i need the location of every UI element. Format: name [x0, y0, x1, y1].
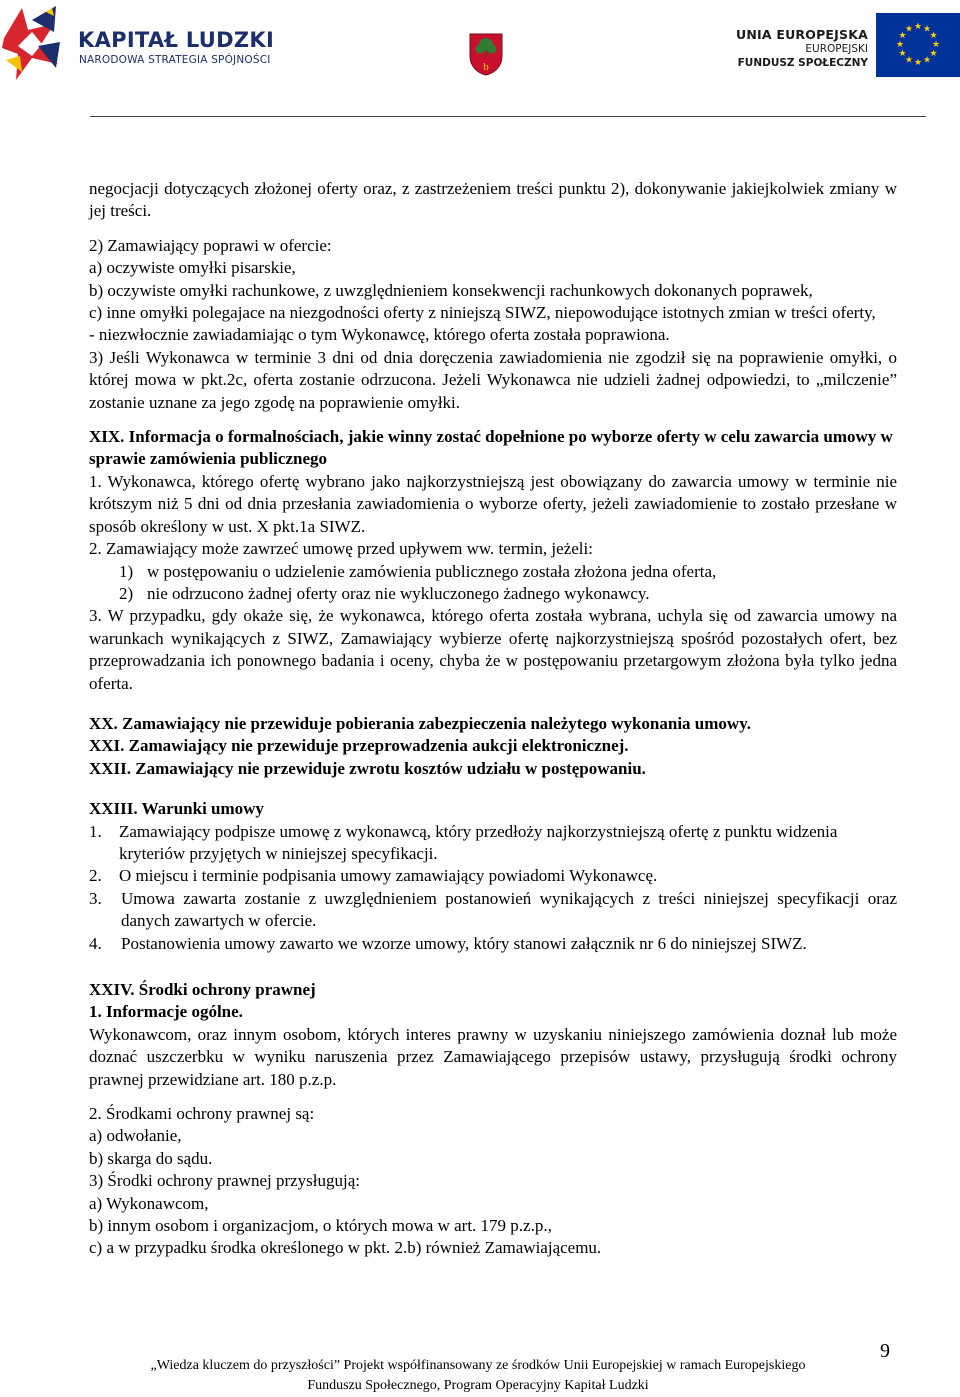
subsection-heading: 1. Informacje ogólne. [89, 1002, 243, 1022]
list-item-number: 1. [89, 821, 102, 841]
list-item: c) a w przypadku środka określonego w pkt. 2.b) również Zamawiającemu. [89, 1238, 602, 1258]
list-item [89, 865, 897, 887]
eu-logo-text [736, 28, 868, 70]
paragraph: 3. W przypadku, gdy okaże się, że wykonawca, którego oferta została wybrana, uchyla się od zawarcia umowy na warunkach wynikających z SIWZ, Zamawiający wybierze ofertę najkorzystniejszą spośród pozostałych ofert, bez przeprowadzania ich ponownego badania i oceny, chyba że w postępowaniu przetargowym złożona była tylko jedna oferta. [89, 606, 897, 693]
list-item [89, 888, 897, 933]
list-item-number: 4. [89, 933, 102, 953]
list-item: b) oczywiste omyłki rachunkowe, z uwzględnieniem konsekwencji rachunkowych dokonanych poprawek, [89, 280, 813, 300]
list-item: b) skarga do sądu. [89, 1148, 213, 1168]
list-item [89, 821, 897, 866]
eu-line-3: FUNDUSZ SPOŁECZNY [737, 57, 868, 69]
list-item: c) inne omyłki polegajace na niezgodności oferty z niniejszą SIWZ, niepowodujące istotnych zmian w treści oferty, [89, 303, 876, 323]
paragraph-continuation: negocjacji dotyczących złożonej oferty oraz, z zastrzeżeniem treści punktu 2), dokonywanie jakiejkolwiek zmiany w jej treści. [89, 179, 897, 221]
section-heading-xx: XX. Zamawiający nie przewiduje pobierania zabezpieczenia należytego wykonania umowy. [89, 713, 752, 733]
document-body [89, 178, 897, 1260]
page-header [0, 0, 960, 118]
svg-text:★: ★ [931, 40, 941, 50]
section-heading-xxiii: XXIII. Warunki umowy [89, 799, 264, 819]
list-item [89, 933, 897, 955]
svg-text:★: ★ [929, 49, 938, 59]
crest-letter: b [483, 61, 489, 73]
svg-text:★: ★ [922, 55, 932, 66]
svg-text:★: ★ [929, 31, 938, 41]
list-item-number: 3. [89, 888, 102, 908]
list-item: a) odwołanie, [89, 1126, 182, 1146]
list-item [89, 583, 897, 605]
list-item: b) innym osobom i organizacjom, o których mowa w art. 179 p.z.p., [89, 1216, 552, 1236]
footer-line-1: „Wiedza kluczem do przyszłości” Projekt współfinansowany ze środków Unii Europejskiej w ramach Europejskiego [150, 1358, 806, 1373]
list-item-text: Zamawiający podpisze umowę z wykonawcą, który przedłoży najkorzystniejszą ofertę z punktu widzenia kryteriów przyjętych w niniejszej specyfikacji. [119, 821, 838, 863]
section-heading-xxii: XXII. Zamawiający nie przewiduje zwrotu kosztów udziału w postępowaniu. [89, 758, 646, 778]
paragraph: 1. Wykonawca, którego ofertę wybrano jako najkorzystniejszą jest obowiązany do zawarcia umowy w terminie nie krótszym niż 5 dni od dnia przesłania zawiadomienia o wyborze oferty, jeżeli zawiadomienie to zostało przesłane w sposób określony w ust. X pkt.1a SIWZ. [89, 471, 897, 536]
svg-text:★: ★ [913, 58, 923, 68]
section-heading-xix: XIX. Informacja o formalnościach, jakie winny zostać dopełnione po wyborze oferty w celu zawarcia umowy w sprawie zamówienia publicznego [89, 427, 893, 469]
eu-line-2: EUROPEJSKI [805, 43, 868, 55]
paragraph: 2. Zamawiający może zawrzeć umowę przed upływem ww. termin, jeżeli: [89, 539, 593, 559]
list-item-number: 1) [119, 561, 134, 581]
svg-text:★: ★ [898, 49, 907, 59]
svg-text:★: ★ [922, 24, 932, 35]
list-item-text: Umowa zawarta zostanie z uwzględnieniem postanowień wynikających z treści niniejszej specyfikacji oraz danych zawartych w ofercie. [121, 888, 897, 931]
list-item-text: Postanowienia umowy zawarto we wzorze umowy, który stanowi załącznik nr 6 do niniejszej SIWZ. [121, 933, 807, 953]
list-item-text: w postępowaniu o udzielenie zamówienia publicznego została złożona jedna oferta, [147, 561, 717, 581]
paragraph: 2) Zamawiający poprawi w ofercie: [89, 235, 332, 255]
page-footer [78, 1356, 878, 1396]
eu-line-1: UNIA EUROPEJSKA [736, 27, 868, 42]
kapital-ludzki-title: KAPITAŁ LUDZKI [78, 28, 275, 52]
list-item-number: 2. [89, 866, 102, 886]
paragraph: 3) Środki ochrony prawnej przysługują: [89, 1171, 360, 1191]
svg-text:★: ★ [904, 24, 914, 35]
list-item [89, 561, 897, 583]
header-divider [90, 116, 926, 117]
svg-text:★: ★ [913, 22, 923, 32]
section-heading-xxi: XXI. Zamawiający nie przewiduje przeprowadzenia aukcji elektronicznej. [89, 736, 629, 756]
section-heading-xxiv: XXIV. Środki ochrony prawnej [89, 980, 316, 999]
list-item-text: O miejscu i terminie podpisania umowy zamawiający powiadomi Wykonawcę. [119, 866, 658, 886]
paragraph: Wykonawcom, oraz innym osobom, których interes prawny w uzyskaniu niniejszego zamówienia doznał lub może doznać uszczerbku w wyniku naruszenia przez Zamawiającego przepisów ustawy, przysługują środki ochrony prawnej przewidziane art. 180 p.z.p. [89, 1024, 897, 1089]
kapital-ludzki-subtitle: NARODOWA STRATEGIA SPÓJNOŚCI [79, 54, 271, 66]
page-number: 9 [880, 1340, 890, 1362]
list-item: a) Wykonawcom, [89, 1193, 209, 1213]
list-item: a) oczywiste omyłki pisarskie, [89, 258, 296, 278]
svg-text:★: ★ [895, 40, 905, 50]
list-item-number: 2) [119, 583, 134, 603]
footer-line-2: Funduszu Społecznego, Program Operacyjny Kapitał Ludzki [307, 1378, 649, 1393]
svg-text:★: ★ [904, 55, 914, 66]
paragraph: 2. Środkami ochrony prawnej są: [89, 1104, 315, 1124]
municipal-crest-icon [468, 32, 504, 76]
svg-text:★: ★ [898, 31, 907, 41]
paragraph: 3) Jeśli Wykonawca w terminie 3 dni od dnia doręczenia zawiadomienia nie zgodził się na poprawienie omyłki, o której mowa w pkt.2c, oferta zostanie odrzucona. Jeżeli Wykonawca nie udzieli żadnej odpowiedzi, to „milczenie” zostanie uznane za jego zgodę na poprawienie omyłki. [89, 347, 897, 412]
paragraph: - niezwłocznie zawiadamiając o tym Wykonawcę, którego oferta została poprawiona. [89, 325, 670, 345]
list-item-text: nie odrzucono żadnej oferty oraz nie wykluczonego żadnego wykonawcy. [147, 583, 650, 603]
eu-flag-icon [876, 13, 960, 77]
